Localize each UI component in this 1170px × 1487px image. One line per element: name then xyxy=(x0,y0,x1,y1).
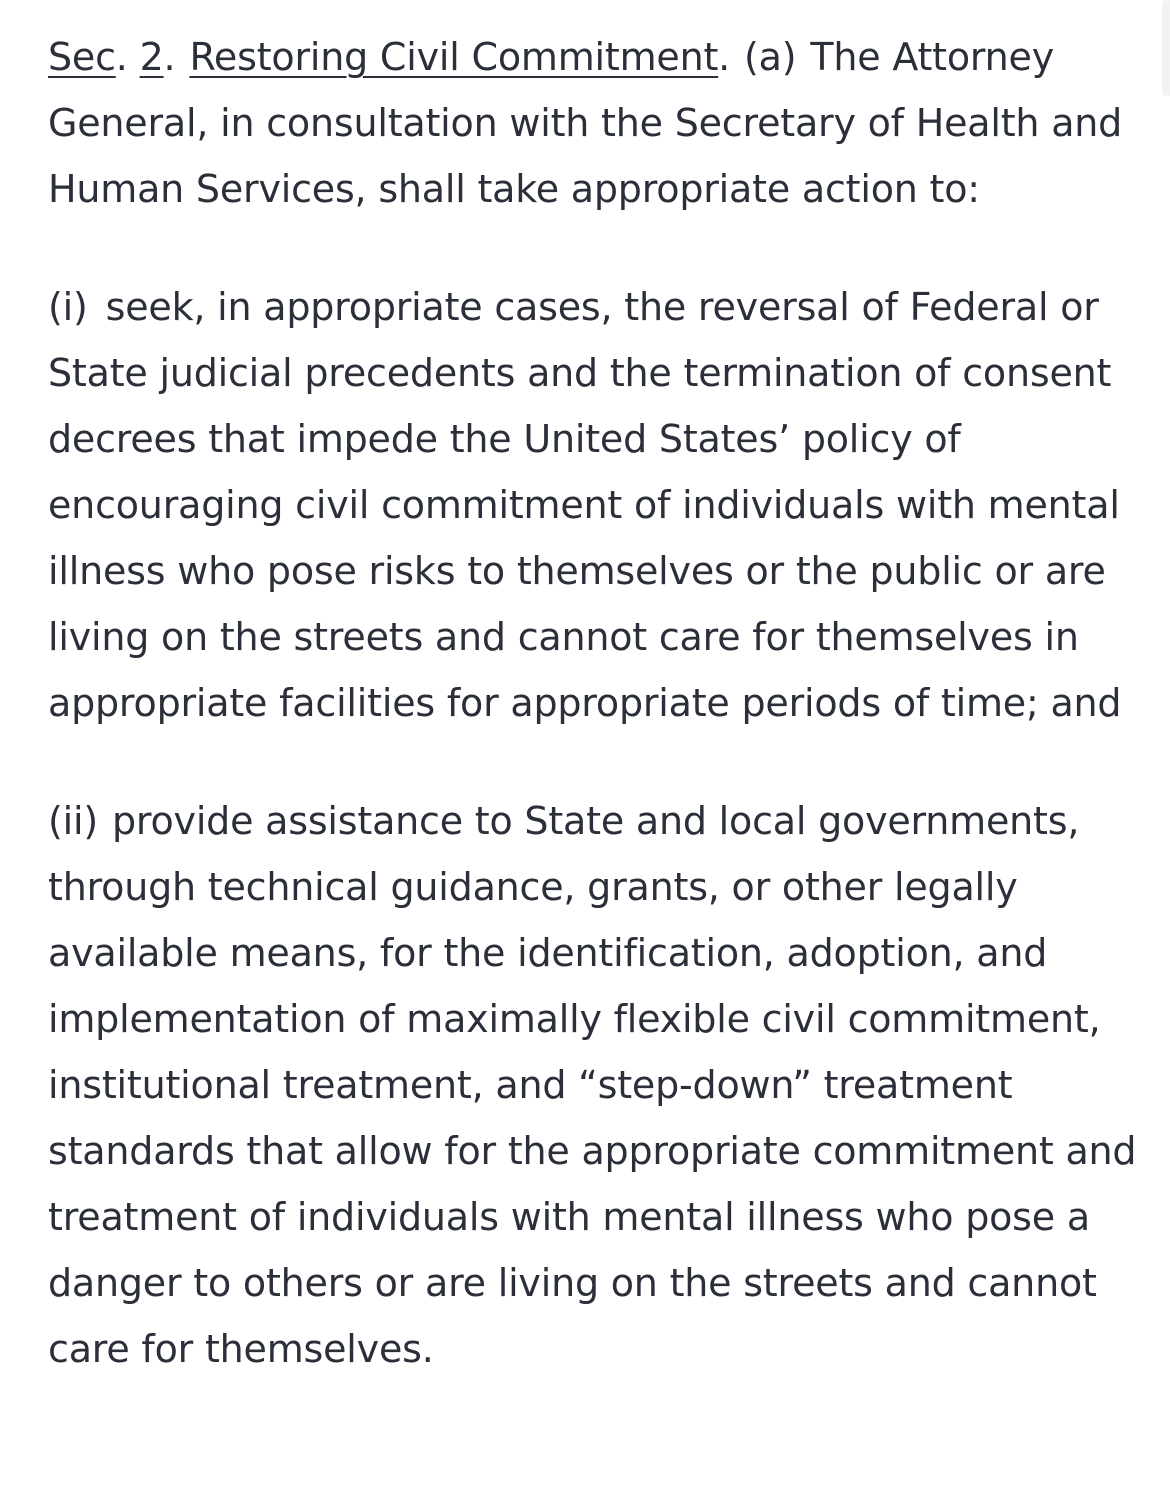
section-intro: The Attorney General, in consultation with the Secretary of Health and Human Services, shall take appropriate action to: xyxy=(48,35,1123,211)
list-item xyxy=(48,788,1138,1382)
section-heading-paragraph: Sec. 2. Restoring Civil Commitment. (a) The Attorney General, in consultation with the Secretary of Health and Human Services, shall take appropriate action to: xyxy=(48,35,1123,211)
subsection-label: (a) xyxy=(744,35,797,79)
document-body xyxy=(48,24,1138,1382)
item-label: (i) xyxy=(48,285,88,329)
scroll-edge xyxy=(1162,0,1170,96)
item-text: provide assistance to State and local governments, through technical guidance, grants, or other legally available means, for the identification, adoption, and implementation of maximally flexible civil commitment, institutional treatment, and “step-down” treatment standards that allow for the appropriate commitment and treatment of individuals with mental illness who pose a danger to others or are living on the streets and cannot care for themselves. xyxy=(48,799,1137,1371)
section-label: Sec xyxy=(48,35,116,79)
section-number: 2 xyxy=(139,35,164,79)
section-title: Restoring Civil Commitment xyxy=(189,35,719,79)
item-text: seek, in appropriate cases, the reversal of Federal or State judicial precedents and the termination of consent decrees that impede the United States’ policy of encouraging civil commitment of individuals with mental illness who pose risks to themselves or the public or are living on the streets and cannot care for themselves in appropriate facilities for appropriate periods of time; and xyxy=(48,285,1122,725)
list-item xyxy=(48,274,1138,736)
item-label: (ii) xyxy=(48,799,98,843)
